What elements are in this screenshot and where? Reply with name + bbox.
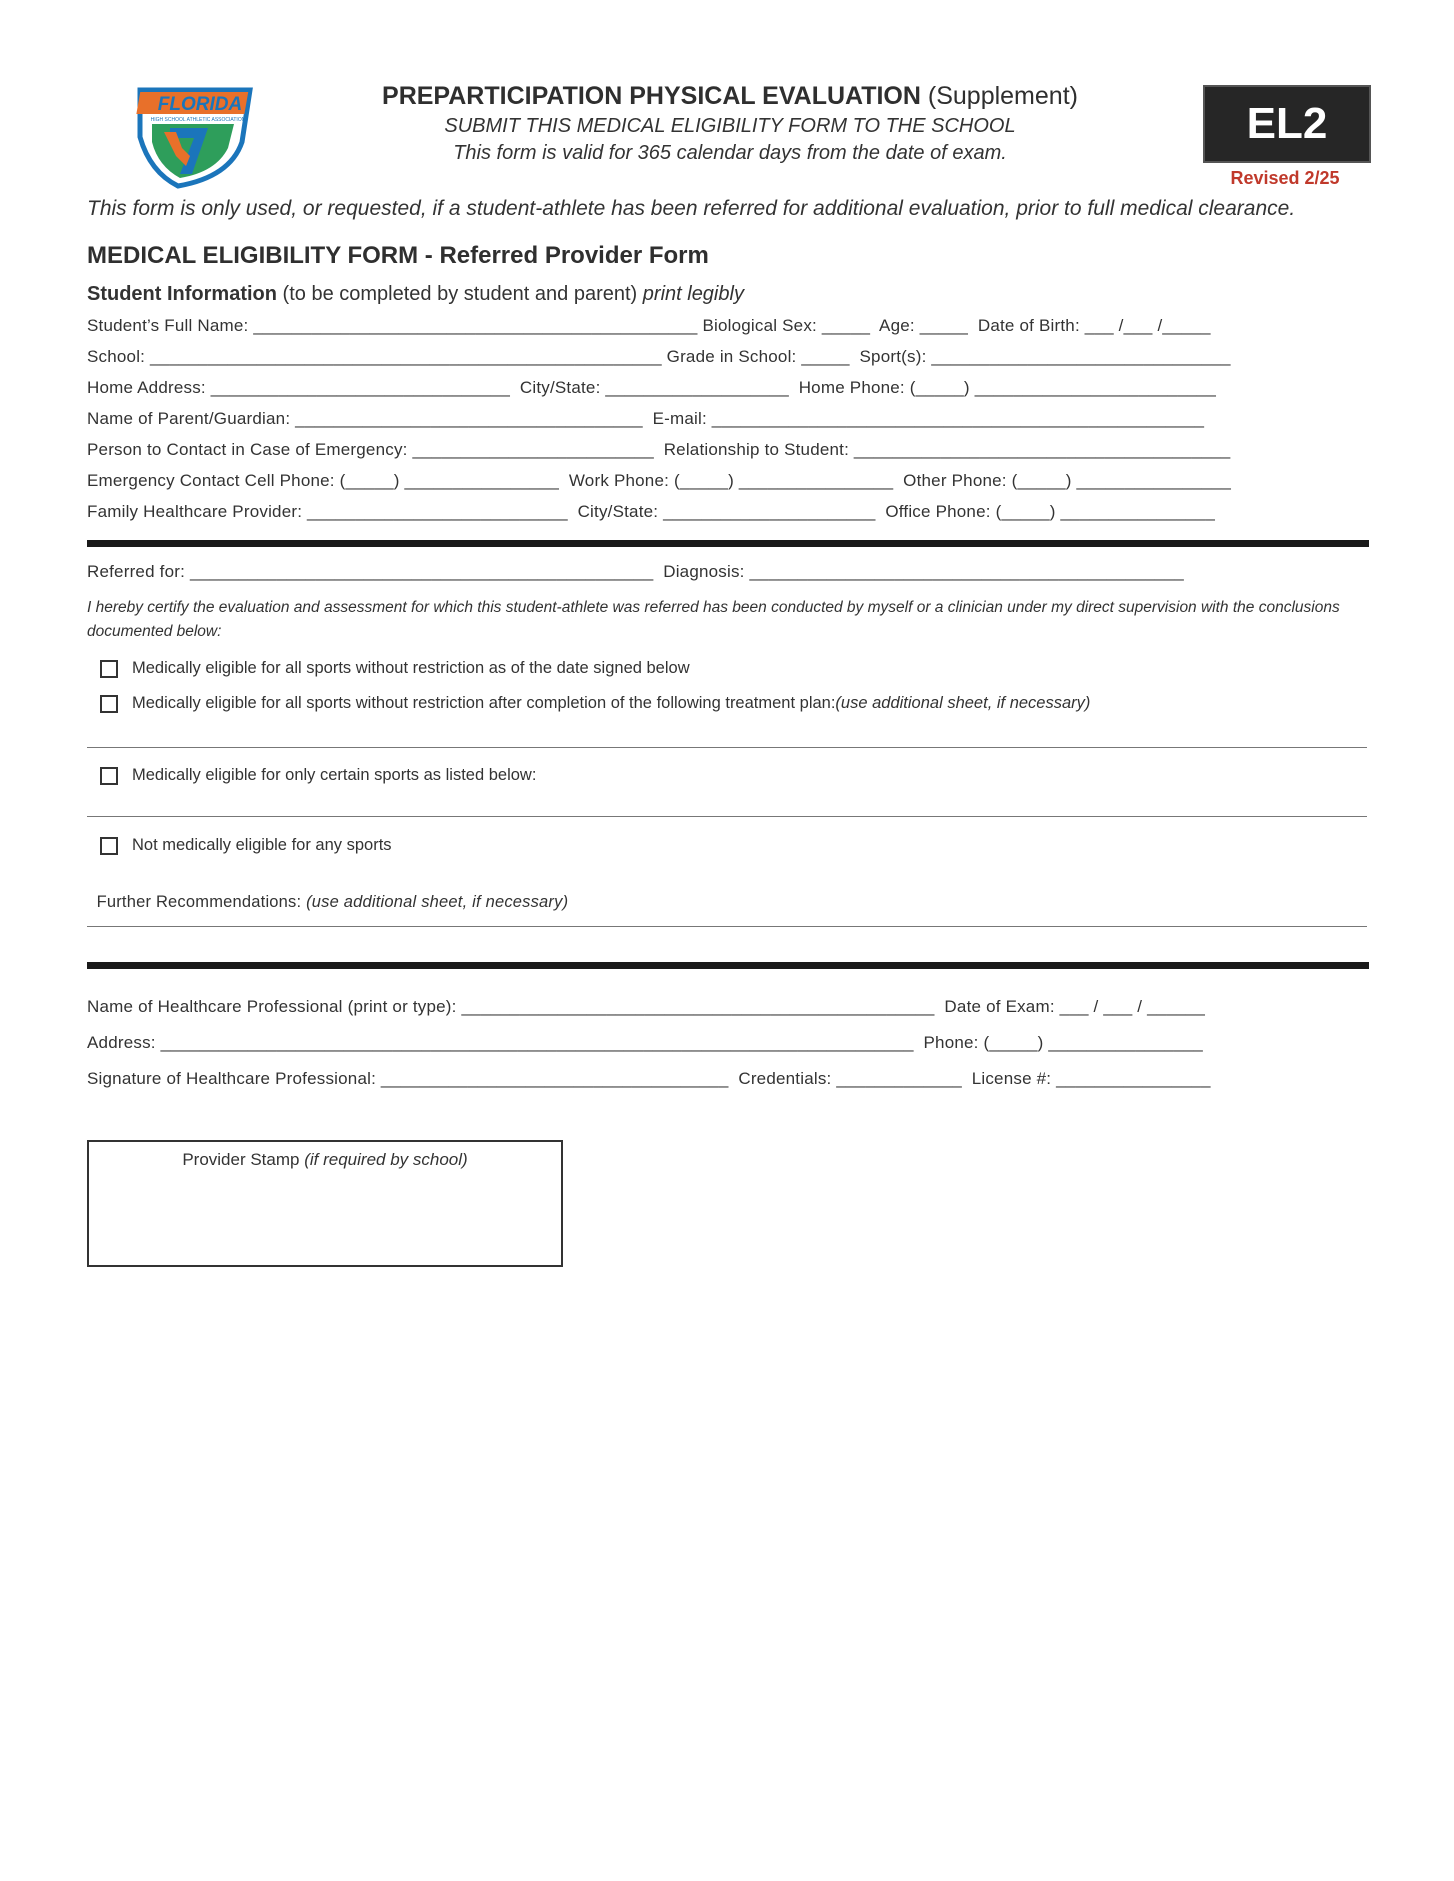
usage-notice: This form is only used, or requested, if a student-athlete has been referred for additional evaluation, prior to full medical clearance. [87,197,1296,220]
checkbox[interactable] [100,695,118,713]
provider-address-line[interactable]: Address: ______________________________________________________________________________ Phone: (_____) ________________ [87,1033,1203,1052]
further-recommendations-label: Further Recommendations: (use additional sheet, if necessary) [96,893,569,911]
checkbox[interactable] [100,767,118,785]
form-title: MEDICAL ELIGIBILITY FORM - Referred Provider Form [87,242,709,269]
parent-guardian-line[interactable]: Name of Parent/Guardian: ____________________________________ E-mail: ___________________________________________________ [87,409,1205,428]
submit-instruction: SUBMIT THIS MEDICAL ELIGIBILITY FORM TO THE SCHOOL [444,115,1016,137]
option-not-eligible[interactable]: Not medically eligible for any sports [100,836,392,855]
school-line[interactable]: School: _____________________________________________________ Grade in School: _____ Sport(s): _______________________________ [87,347,1231,366]
validity-note: This form is valid for 365 calendar days from the date of exam. [453,142,1007,164]
certain-sports-line[interactable] [87,816,1367,817]
checkbox[interactable] [100,660,118,678]
further-recommendations-line[interactable] [87,926,1367,927]
section-divider-2 [87,962,1369,969]
svg-text:HIGH SCHOOL ATHLETIC ASSOCIATI: HIGH SCHOOL ATHLETIC ASSOCIATION [150,117,246,123]
treatment-plan-line[interactable] [87,747,1367,748]
student-name-line[interactable]: Student’s Full Name: ______________________________________________ Biological Sex: _____ Age: _____ Date of Birth: ___ /___ /_____ [87,316,1211,335]
revision-date: Revised 2/25 [1230,168,1340,188]
option-eligible-after-treatment[interactable]: Medically eligible for all sports without restriction after completion of the following treatment plan: (use additional sheet, if necessary) [100,694,1090,713]
svg-text:FLORIDA: FLORIDA [157,94,243,115]
fhsaa-logo [130,82,260,190]
student-info-heading: Student Information (to be completed by student and parent) print legibly [87,283,744,305]
emergency-phones-line[interactable]: Emergency Contact Cell Phone: (_____) ________________ Work Phone: (_____) ________________ Other Phone: (_____) ________________ [87,471,1232,490]
family-provider-line[interactable]: Family Healthcare Provider: ___________________________ City/State: ______________________ Office Phone: (_____) ________________ [87,502,1215,521]
certification-statement: I hereby certify the evaluation and assessment for which this student-athlete was referred has been conducted by myself or a clinician under my direct supervision with the conclusions documented below: [87,599,1340,640]
option-eligible-certain[interactable]: Medically eligible for only certain sports as listed below: [100,766,536,785]
stamp-label: Provider Stamp (if required by school) [182,1150,468,1169]
form-code-badge: EL2 [1203,85,1371,163]
section-divider [87,540,1369,547]
provider-stamp-box[interactable] [87,1140,563,1267]
option-eligible-all[interactable]: Medically eligible for all sports without restriction as of the date signed below [100,659,690,678]
checkbox[interactable] [100,837,118,855]
page-title: PREPARTICIPATION PHYSICAL EVALUATION (Supplement) [382,82,1078,110]
signature-line[interactable]: Signature of Healthcare Professional: ____________________________________ Credentials: _____________ License #: ________________ [87,1069,1211,1088]
referral-line[interactable]: Referred for: ________________________________________________ Diagnosis: _____________________________________________ [87,562,1184,581]
healthcare-professional-line[interactable]: Name of Healthcare Professional (print or type): _________________________________________________ Date of Exam: ___ / ___ / ______ [87,997,1206,1016]
home-address-line[interactable]: Home Address: _______________________________ City/State: ___________________ Home Phone: (_____) _________________________ [87,378,1217,397]
header-title-block [330,82,1130,165]
emergency-contact-line[interactable]: Person to Contact in Case of Emergency: _________________________ Relationship to Student: _______________________________________ [87,440,1231,459]
